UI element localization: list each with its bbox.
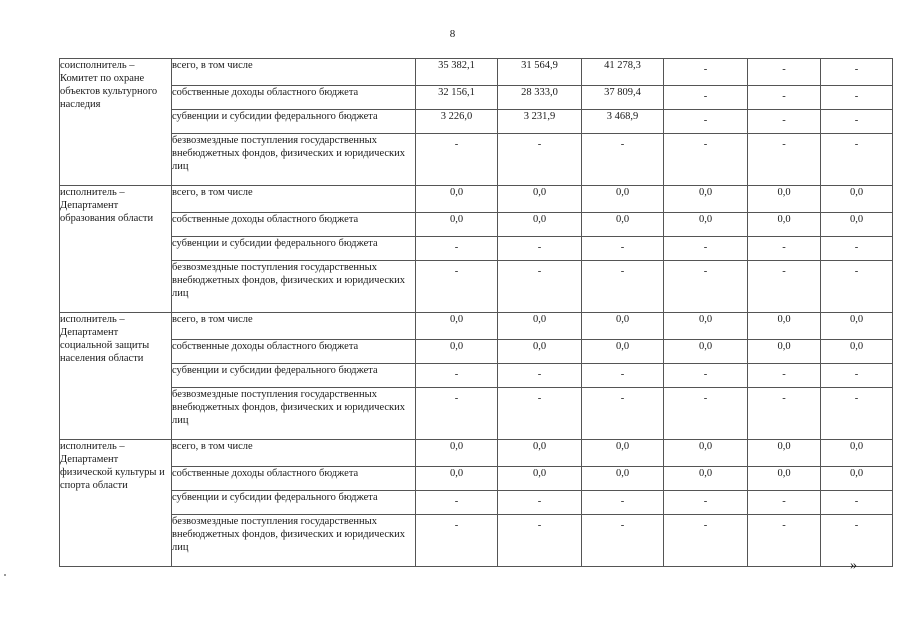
value-cell: -: [498, 491, 582, 515]
value-cell: -: [821, 491, 893, 515]
value-cell: -: [582, 364, 664, 388]
value-cell: -: [748, 491, 821, 515]
executor-cell: исполнитель – Департамент образования области: [60, 186, 172, 313]
value-cell: -: [664, 134, 748, 186]
value-cell: -: [748, 59, 821, 86]
value-cell: -: [582, 237, 664, 261]
value-cell: 31 564,9: [498, 59, 582, 86]
table-row: [60, 440, 893, 467]
value-cell: 0,0: [582, 213, 664, 237]
executor-cell: исполнитель – Департамент социальной защиты населения области: [60, 313, 172, 440]
value-cell: 0,0: [498, 440, 582, 467]
value-cell: -: [498, 364, 582, 388]
value-cell: -: [664, 86, 748, 110]
value-cell: 0,0: [664, 213, 748, 237]
value-cell: -: [498, 515, 582, 567]
value-cell: -: [748, 515, 821, 567]
value-cell: 0,0: [664, 340, 748, 364]
value-cell: 0,0: [498, 467, 582, 491]
value-cell: 0,0: [582, 340, 664, 364]
value-cell: 0,0: [748, 440, 821, 467]
value-cell: 28 333,0: [498, 86, 582, 110]
value-cell: 0,0: [664, 186, 748, 213]
value-cell: -: [821, 86, 893, 110]
value-cell: -: [582, 261, 664, 313]
table-row: [60, 213, 893, 237]
value-cell: 37 809,4: [582, 86, 664, 110]
funding-source-cell: субвенции и субсидии федерального бюджета: [172, 237, 416, 261]
value-cell: -: [748, 261, 821, 313]
value-cell: 0,0: [416, 440, 498, 467]
value-cell: -: [748, 237, 821, 261]
value-cell: 0,0: [664, 467, 748, 491]
funding-source-cell: собственные доходы областного бюджета: [172, 340, 416, 364]
value-cell: 0,0: [748, 213, 821, 237]
table-row: [60, 186, 893, 213]
table-row: [60, 237, 893, 261]
value-cell: -: [821, 237, 893, 261]
funding-source-cell: всего, в том числе: [172, 59, 416, 86]
funding-source-cell: безвозмездные поступления государственных внебюджетных фондов, физических и юридических лиц: [172, 134, 416, 186]
value-cell: -: [416, 364, 498, 388]
value-cell: -: [416, 388, 498, 440]
value-cell: -: [821, 364, 893, 388]
table-row: [60, 110, 893, 134]
value-cell: -: [748, 364, 821, 388]
executor-cell: исполнитель – Департамент физической культуры и спорта области: [60, 440, 172, 567]
value-cell: -: [416, 237, 498, 261]
funding-source-cell: собственные доходы областного бюджета: [172, 86, 416, 110]
value-cell: -: [582, 515, 664, 567]
value-cell: 0,0: [582, 313, 664, 340]
value-cell: -: [748, 110, 821, 134]
value-cell: -: [748, 86, 821, 110]
value-cell: 0,0: [748, 186, 821, 213]
value-cell: 0,0: [416, 340, 498, 364]
value-cell: -: [664, 388, 748, 440]
value-cell: -: [821, 388, 893, 440]
value-cell: -: [821, 59, 893, 86]
value-cell: 0,0: [582, 186, 664, 213]
value-cell: 0,0: [582, 467, 664, 491]
value-cell: 0,0: [664, 313, 748, 340]
value-cell: -: [748, 388, 821, 440]
value-cell: -: [498, 261, 582, 313]
table-row: [60, 364, 893, 388]
value-cell: 0,0: [498, 313, 582, 340]
value-cell: -: [416, 515, 498, 567]
value-cell: 0,0: [748, 313, 821, 340]
value-cell: 0,0: [821, 186, 893, 213]
table-row: [60, 313, 893, 340]
value-cell: -: [821, 110, 893, 134]
funding-source-cell: безвозмездные поступления государственных внебюджетных фондов, физических и юридических лиц: [172, 261, 416, 313]
value-cell: 0,0: [498, 340, 582, 364]
value-cell: 32 156,1: [416, 86, 498, 110]
funding-source-cell: собственные доходы областного бюджета: [172, 467, 416, 491]
value-cell: 0,0: [664, 440, 748, 467]
value-cell: 0,0: [416, 313, 498, 340]
funding-source-cell: безвозмездные поступления государственных внебюджетных фондов, физических и юридических лиц: [172, 515, 416, 567]
table-row: [60, 59, 893, 86]
value-cell: 0,0: [748, 467, 821, 491]
value-cell: -: [416, 261, 498, 313]
table-row: [60, 261, 893, 313]
value-cell: 0,0: [498, 213, 582, 237]
table-row: [60, 515, 893, 567]
page-number: 8: [449, 28, 456, 40]
value-cell: -: [664, 110, 748, 134]
value-cell: -: [664, 59, 748, 86]
value-cell: -: [416, 134, 498, 186]
value-cell: 0,0: [821, 213, 893, 237]
value-cell: 35 382,1: [416, 59, 498, 86]
executor-cell: соисполнитель – Комитет по охране объектов культурного наследия: [60, 59, 172, 186]
value-cell: -: [498, 388, 582, 440]
value-cell: -: [821, 261, 893, 313]
table-row: [60, 134, 893, 186]
funding-source-cell: всего, в том числе: [172, 313, 416, 340]
funding-source-cell: всего, в том числе: [172, 440, 416, 467]
funding-table: [59, 58, 893, 567]
value-cell: 0,0: [416, 213, 498, 237]
funding-source-cell: субвенции и субсидии федерального бюджета: [172, 110, 416, 134]
value-cell: 0,0: [498, 186, 582, 213]
funding-source-cell: субвенции и субсидии федерального бюджета: [172, 491, 416, 515]
value-cell: 0,0: [821, 340, 893, 364]
value-cell: -: [664, 515, 748, 567]
funding-source-cell: собственные доходы областного бюджета: [172, 213, 416, 237]
funding-source-cell: всего, в том числе: [172, 186, 416, 213]
value-cell: -: [664, 237, 748, 261]
value-cell: 0,0: [582, 440, 664, 467]
value-cell: -: [582, 388, 664, 440]
value-cell: 3 231,9: [498, 110, 582, 134]
value-cell: 0,0: [821, 467, 893, 491]
value-cell: -: [582, 491, 664, 515]
value-cell: -: [664, 364, 748, 388]
table-row: [60, 491, 893, 515]
value-cell: -: [821, 515, 893, 567]
value-cell: 0,0: [821, 313, 893, 340]
value-cell: 41 278,3: [582, 59, 664, 86]
value-cell: -: [582, 134, 664, 186]
value-cell: -: [748, 134, 821, 186]
value-cell: -: [821, 134, 893, 186]
closing-quote-mark: »: [850, 558, 857, 573]
value-cell: 0,0: [416, 186, 498, 213]
table-row: [60, 467, 893, 491]
funding-source-cell: субвенции и субсидии федерального бюджета: [172, 364, 416, 388]
value-cell: 3 468,9: [582, 110, 664, 134]
value-cell: -: [498, 134, 582, 186]
value-cell: 0,0: [821, 440, 893, 467]
value-cell: -: [664, 261, 748, 313]
table-row: [60, 388, 893, 440]
value-cell: 0,0: [748, 340, 821, 364]
table-row: [60, 86, 893, 110]
value-cell: 3 226,0: [416, 110, 498, 134]
value-cell: -: [664, 491, 748, 515]
table-row: [60, 340, 893, 364]
funding-source-cell: безвозмездные поступления государственных внебюджетных фондов, физических и юридических лиц: [172, 388, 416, 440]
value-cell: -: [498, 237, 582, 261]
margin-mark: [4, 574, 6, 576]
value-cell: -: [416, 491, 498, 515]
value-cell: 0,0: [416, 467, 498, 491]
